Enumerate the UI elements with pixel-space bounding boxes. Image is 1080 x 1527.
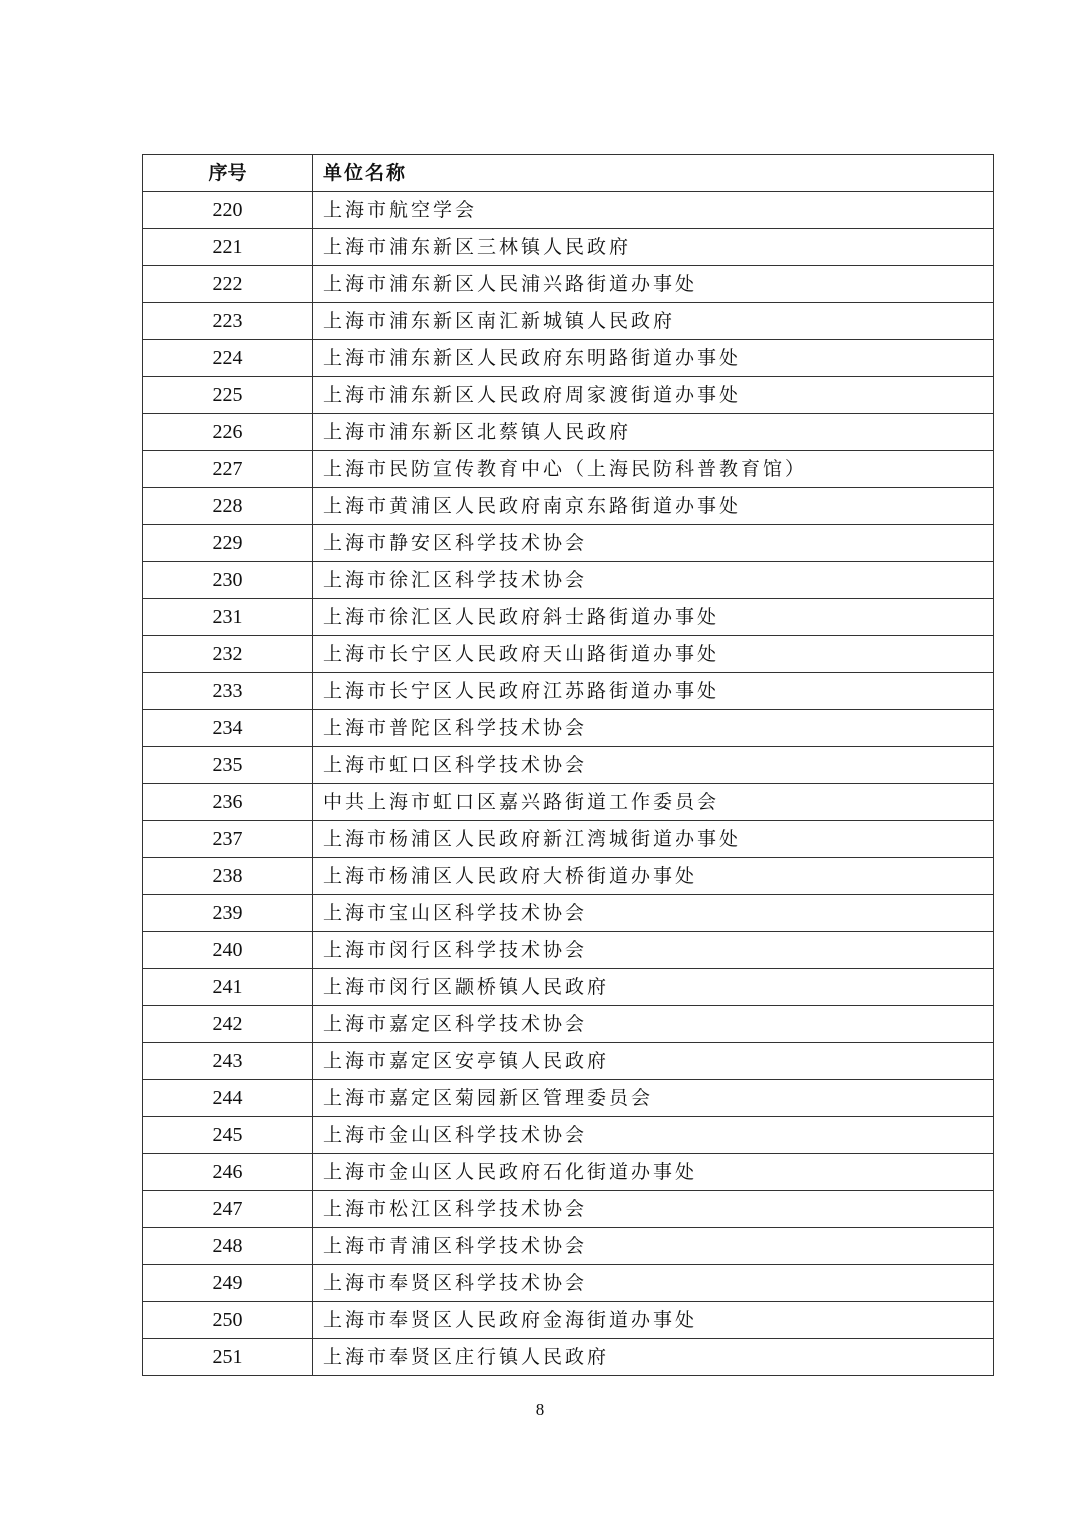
unit-name: 上海市松江区科学技术协会 [313, 1191, 994, 1228]
row-number: 222 [143, 266, 313, 303]
row-number: 221 [143, 229, 313, 266]
table-row [143, 1080, 994, 1117]
table-row [143, 1265, 994, 1302]
unit-name: 上海市奉贤区人民政府金海街道办事处 [313, 1302, 994, 1339]
row-number: 232 [143, 636, 313, 673]
table-row [143, 1006, 994, 1043]
table-row [143, 895, 994, 932]
row-number: 251 [143, 1339, 313, 1376]
unit-name: 上海市闵行区科学技术协会 [313, 932, 994, 969]
header-number: 序号 [143, 155, 313, 192]
table-row [143, 673, 994, 710]
table-row [143, 710, 994, 747]
table-row [143, 229, 994, 266]
table-body [143, 192, 994, 1376]
unit-name: 上海市浦东新区人民政府东明路街道办事处 [313, 340, 994, 377]
unit-name: 上海市浦东新区人民浦兴路街道办事处 [313, 266, 994, 303]
table-row [143, 414, 994, 451]
unit-name: 上海市虹口区科学技术协会 [313, 747, 994, 784]
unit-name: 上海市嘉定区安亭镇人民政府 [313, 1043, 994, 1080]
row-number: 220 [143, 192, 313, 229]
row-number: 226 [143, 414, 313, 451]
table-row [143, 266, 994, 303]
row-number: 229 [143, 525, 313, 562]
table-row [143, 1043, 994, 1080]
row-number: 250 [143, 1302, 313, 1339]
row-number: 244 [143, 1080, 313, 1117]
unit-name: 上海市奉贤区庄行镇人民政府 [313, 1339, 994, 1376]
row-number: 241 [143, 969, 313, 1006]
table-row [143, 192, 994, 229]
table-row [143, 303, 994, 340]
row-number: 227 [143, 451, 313, 488]
unit-name: 上海市静安区科学技术协会 [313, 525, 994, 562]
table-row [143, 1117, 994, 1154]
row-number: 237 [143, 821, 313, 858]
row-number: 242 [143, 1006, 313, 1043]
table-row [143, 599, 994, 636]
unit-name: 上海市浦东新区北蔡镇人民政府 [313, 414, 994, 451]
table-row [143, 1228, 994, 1265]
row-number: 249 [143, 1265, 313, 1302]
table-row [143, 377, 994, 414]
unit-name: 上海市金山区人民政府石化街道办事处 [313, 1154, 994, 1191]
row-number: 248 [143, 1228, 313, 1265]
unit-name: 上海市杨浦区人民政府大桥街道办事处 [313, 858, 994, 895]
table-row [143, 525, 994, 562]
table-row [143, 340, 994, 377]
unit-name: 上海市徐汇区人民政府斜士路街道办事处 [313, 599, 994, 636]
table-row [143, 1339, 994, 1376]
unit-list-table [142, 154, 994, 1376]
table-row [143, 451, 994, 488]
table-row [143, 636, 994, 673]
row-number: 223 [143, 303, 313, 340]
unit-name: 上海市民防宣传教育中心（上海民防科普教育馆） [313, 451, 994, 488]
row-number: 225 [143, 377, 313, 414]
unit-name: 上海市徐汇区科学技术协会 [313, 562, 994, 599]
row-number: 246 [143, 1154, 313, 1191]
table-row [143, 969, 994, 1006]
table-row [143, 821, 994, 858]
unit-name: 上海市浦东新区三林镇人民政府 [313, 229, 994, 266]
unit-name: 上海市闵行区颛桥镇人民政府 [313, 969, 994, 1006]
header-unit-name: 单位名称 [313, 155, 994, 192]
row-number: 247 [143, 1191, 313, 1228]
table-row [143, 1154, 994, 1191]
unit-name: 上海市长宁区人民政府天山路街道办事处 [313, 636, 994, 673]
page-number: 8 [535, 1400, 545, 1419]
unit-name: 上海市浦东新区人民政府周家渡街道办事处 [313, 377, 994, 414]
row-number: 228 [143, 488, 313, 525]
row-number: 236 [143, 784, 313, 821]
unit-name: 上海市普陀区科学技术协会 [313, 710, 994, 747]
table-row [143, 932, 994, 969]
unit-name: 上海市黄浦区人民政府南京东路街道办事处 [313, 488, 994, 525]
unit-name: 上海市浦东新区南汇新城镇人民政府 [313, 303, 994, 340]
unit-name: 上海市青浦区科学技术协会 [313, 1228, 994, 1265]
unit-name: 上海市嘉定区科学技术协会 [313, 1006, 994, 1043]
row-number: 239 [143, 895, 313, 932]
unit-name: 上海市航空学会 [313, 192, 994, 229]
row-number: 230 [143, 562, 313, 599]
unit-name: 中共上海市虹口区嘉兴路街道工作委员会 [313, 784, 994, 821]
row-number: 233 [143, 673, 313, 710]
table-row [143, 562, 994, 599]
row-number: 243 [143, 1043, 313, 1080]
table-row [143, 747, 994, 784]
row-number: 224 [143, 340, 313, 377]
row-number: 240 [143, 932, 313, 969]
table-row [143, 858, 994, 895]
table-row [143, 784, 994, 821]
row-number: 235 [143, 747, 313, 784]
unit-name: 上海市嘉定区菊园新区管理委员会 [313, 1080, 994, 1117]
unit-name: 上海市长宁区人民政府江苏路街道办事处 [313, 673, 994, 710]
row-number: 245 [143, 1117, 313, 1154]
unit-name: 上海市金山区科学技术协会 [313, 1117, 994, 1154]
unit-name: 上海市杨浦区人民政府新江湾城街道办事处 [313, 821, 994, 858]
row-number: 231 [143, 599, 313, 636]
table-header-row [143, 155, 994, 192]
table-row [143, 488, 994, 525]
unit-name: 上海市奉贤区科学技术协会 [313, 1265, 994, 1302]
unit-name: 上海市宝山区科学技术协会 [313, 895, 994, 932]
table-row [143, 1302, 994, 1339]
table-row [143, 1191, 994, 1228]
row-number: 234 [143, 710, 313, 747]
row-number: 238 [143, 858, 313, 895]
